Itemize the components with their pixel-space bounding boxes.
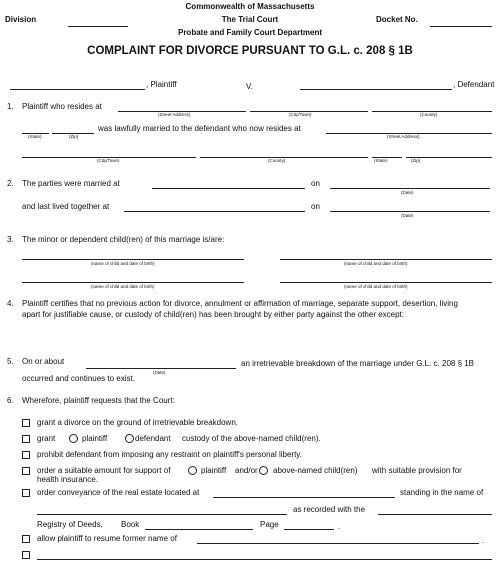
page-label: Page: [260, 520, 279, 529]
page-field[interactable]: [284, 529, 334, 530]
date-caption-1: (Date): [401, 190, 414, 195]
plaintiff-label: , Plaintiff: [146, 80, 177, 89]
date-caption-2: (Date): [401, 213, 414, 218]
on-label-1: on: [311, 179, 320, 188]
section-2-text-b: and last lived together at: [22, 202, 110, 211]
city-caption-2: (City/Town): [97, 158, 120, 163]
option-3-text: prohibit defendant from imposing any restraint on plaintiff's personal liberty.: [37, 450, 302, 459]
option-5-text-b: standing in the name of: [400, 488, 484, 497]
option-6-text: allow plaintiff to resume former name of: [37, 534, 177, 543]
section-6-number: 6.: [7, 396, 14, 405]
zip-caption-2: (Zip): [411, 158, 421, 163]
custody-defendant-label: defendant: [135, 434, 171, 443]
support-children-radio[interactable]: [259, 466, 268, 475]
plaintiff-name-field[interactable]: [10, 89, 145, 90]
other-relief-checkbox[interactable]: [22, 551, 30, 559]
child-caption-3: (name of child and date of birth): [91, 284, 155, 289]
option-2-text-a: grant: [37, 434, 56, 443]
section-2-text-a: The parties were married at: [22, 179, 120, 188]
section-4-line-2: apart for justifiable cause, or custody of child(ren) has been brought by either party against the other except:: [22, 310, 404, 319]
former-name-dot: .: [482, 536, 485, 545]
real-estate-location-field[interactable]: [213, 497, 395, 498]
support-plaintiff-label: plaintiff: [201, 466, 227, 475]
division-label: Division: [5, 15, 37, 24]
custody-plaintiff-label: plaintiff: [82, 434, 108, 443]
zip-caption: (Zip): [69, 134, 79, 139]
custody-plaintiff-radio[interactable]: [69, 434, 78, 443]
resume-name-checkbox[interactable]: [22, 535, 30, 543]
division-field[interactable]: [68, 26, 128, 27]
section-1-text-a: Plaintiff who resides at: [22, 102, 102, 111]
marriage-place-field[interactable]: [152, 188, 305, 189]
street-caption-2: (Street Address): [387, 134, 420, 139]
prohibit-restraint-checkbox[interactable]: [22, 451, 30, 459]
section-1-text-b: was lawfully married to the defendant who now resides at: [98, 124, 301, 133]
county-caption-2: (County): [268, 158, 286, 163]
section-4-line-1: Plaintiff certifies that no previous action for divorce, annulment or affirmation of marriage, separate support, desertion, living: [22, 299, 458, 308]
docket-label: Docket No.: [376, 15, 418, 24]
option-5-text-d: Registry of Deeds,: [37, 520, 103, 529]
date-caption-5: (Date): [153, 370, 166, 375]
defendant-name-field[interactable]: [300, 89, 452, 90]
order-support-checkbox[interactable]: [22, 467, 30, 475]
versus-label: V.: [246, 82, 253, 91]
child-1-field[interactable]: [22, 259, 244, 260]
book-label: Book: [121, 520, 140, 529]
child-4-field[interactable]: [280, 282, 492, 283]
support-andor-label: and/or: [235, 466, 258, 475]
custody-defendant-radio[interactable]: [125, 434, 134, 443]
option-1-text: grant a divorce on the ground of irretrievable breakdown.: [37, 418, 239, 427]
section-3-number: 3.: [7, 235, 14, 244]
section-2-number: 2.: [7, 179, 14, 188]
defendant-label: , Defendant: [453, 80, 495, 89]
child-caption-4: (name of child and date of birth): [344, 284, 408, 289]
option-2-text-b: custody of the above-named child(ren).: [182, 434, 321, 443]
section-4-number: 4.: [7, 299, 14, 308]
registry-county-field[interactable]: [378, 514, 492, 515]
order-conveyance-checkbox[interactable]: [22, 489, 30, 497]
section-6-intro: Wherefore, plaintiff requests that the Court:: [22, 396, 175, 405]
docket-field[interactable]: [430, 26, 492, 27]
option-4-text-b: with suitable provision for: [372, 466, 462, 475]
child-caption-2: (name of child and date of birth): [344, 261, 408, 266]
header-department: Probate and Family Court Department: [177, 28, 323, 37]
header-trial-court: The Trial Court: [221, 15, 279, 24]
book-page-dot: .: [338, 522, 341, 531]
state-caption: (State): [28, 134, 42, 139]
child-3-field[interactable]: [22, 282, 244, 283]
child-2-field[interactable]: [280, 259, 492, 260]
last-lived-date-field[interactable]: [330, 211, 490, 212]
street-caption: (Street Address): [158, 112, 191, 117]
book-field[interactable]: [145, 529, 253, 530]
city-caption: (City/Town): [289, 112, 312, 117]
county-caption: (County): [420, 112, 438, 117]
support-children-label: above-named child(ren): [273, 466, 358, 475]
section-5-text-a: On or about: [22, 357, 65, 366]
grant-divorce-checkbox[interactable]: [22, 419, 30, 427]
last-lived-place-field[interactable]: [124, 211, 305, 212]
section-1-number: 1.: [7, 102, 14, 111]
option-5-text-c: as recorded with the: [293, 505, 366, 514]
header-commonwealth: Commonwealth of Massachusetts: [185, 2, 315, 11]
section-5-text-b: an irretrievable breakdown of the marriage under G.L. c. 208 § 1B: [241, 359, 475, 368]
form-title: COMPLAINT FOR DIVORCE PURSUANT TO G.L. c. 208 § 1B: [87, 45, 413, 57]
option-5-text-a: order conveyance of the real estate located at: [37, 488, 200, 497]
child-caption-1: (name of child and date of birth): [91, 261, 155, 266]
marriage-date-field[interactable]: [330, 188, 490, 189]
option-4-text-a: order a suitable amount for support of: [37, 466, 171, 475]
on-label-2: on: [311, 202, 320, 211]
support-plaintiff-radio[interactable]: [188, 466, 197, 475]
section-5-text-c: occurred and continues to exist.: [22, 374, 135, 383]
grant-custody-checkbox[interactable]: [22, 435, 30, 443]
other-relief-field[interactable]: [37, 559, 492, 560]
option-4-text-c: health insurance.: [37, 475, 98, 484]
former-name-field[interactable]: [197, 543, 479, 544]
section-3-text: The minor or dependent child(ren) of this marriage is/are:: [22, 235, 225, 244]
section-5-number: 5.: [7, 357, 14, 366]
owner-name-field[interactable]: [37, 514, 287, 515]
breakdown-date-field[interactable]: [86, 368, 236, 369]
state-caption-2: (State): [374, 158, 388, 163]
